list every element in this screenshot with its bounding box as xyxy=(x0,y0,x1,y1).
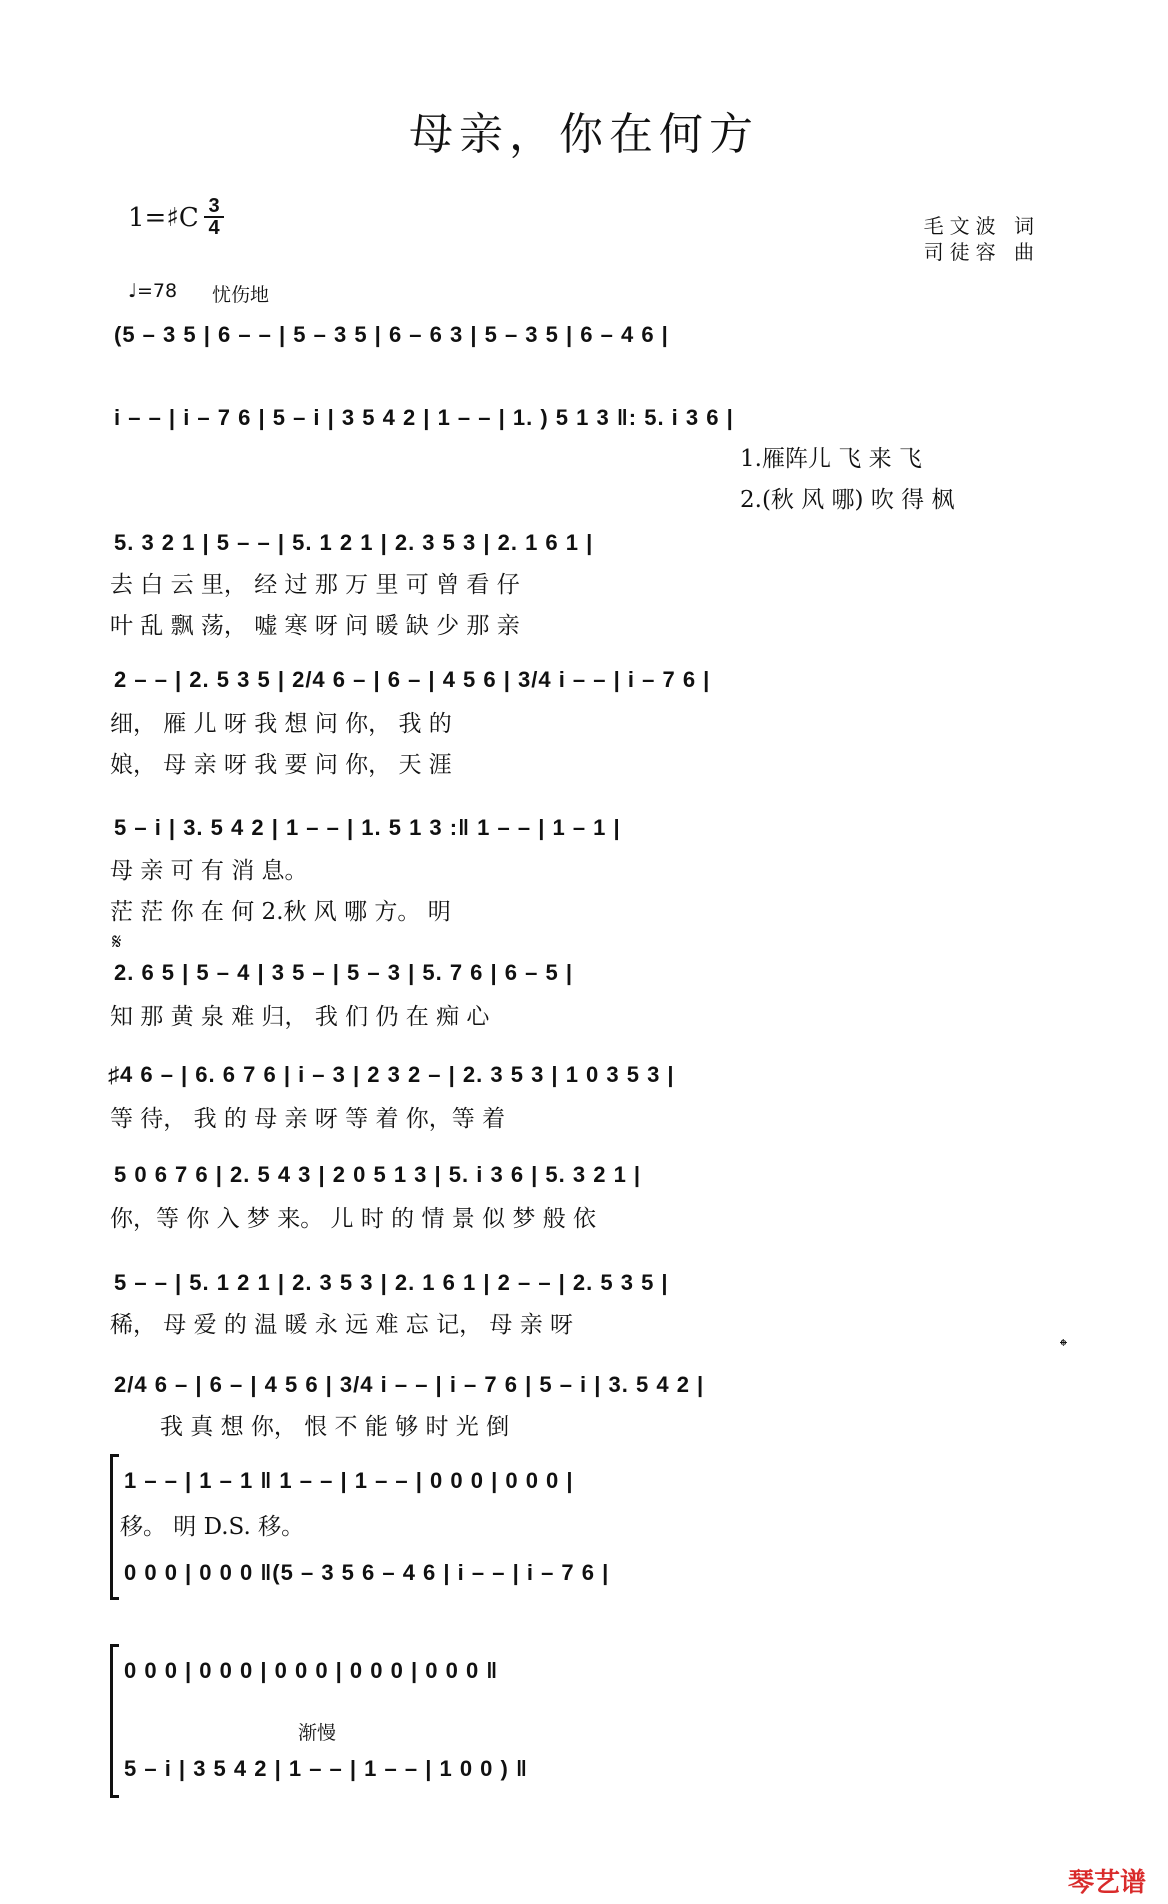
lyric-row-7: 等 待， 我 的 母 亲 呀 等 着 你，等 着 xyxy=(110,1106,506,1132)
notation-row-5: 5 – i | 3. 5 4 2 | 1 – – | 1. 5 1 3 :‖ 1 – – | 1 – 1 | xyxy=(114,815,621,840)
composer-credit: 司徒容 曲 xyxy=(923,240,1040,264)
lyric-row-6: 知 那 黄 泉 难 归， 我 们 仍 在 痴 心 xyxy=(110,1004,490,1030)
page-title: 母亲，你在何方 xyxy=(409,109,759,160)
lyricist-credit: 毛文波 词 xyxy=(923,214,1040,238)
lyric-row-3-verse-2: 叶 乱 飘 荡， 嘘 寒 呀 问 暖 缺 少 那 亲 xyxy=(110,613,520,639)
coda-sign: 𝄌 xyxy=(1060,1334,1067,1358)
segno-sign: 𝄋 xyxy=(112,930,122,955)
notation-row-4: 2 – – | 2. 5 3 5 | 2/4 6 – | 6 – | 4 5 6 | 3/4 i – – | i – 7 6 | xyxy=(114,667,711,692)
lyric-row-10: 我 真 想 你， 恨 不 能 够 时 光 倒 xyxy=(160,1414,510,1440)
system-2-upper-staff: 0 0 0 | 0 0 0 | 0 0 0 | 0 0 0 | 0 0 0 ‖ xyxy=(124,1658,499,1683)
time-signature-numerator: 3 xyxy=(208,195,220,217)
lyric-row-2-verse-2: 2.(秋 风 哪) 吹 得 枫 xyxy=(740,487,955,513)
notation-row-6: 2. 6 5 | 5 – 4 | 3 5 – | 5 – 3 | 5. 7 6 | 6 – 5 | xyxy=(114,960,573,985)
notation-row-3: 5. 3 2 1 | 5 – – | 5. 1 2 1 | 2. 3 5 3 | 2. 1 6 1 | xyxy=(114,530,594,555)
time-signature-denominator: 4 xyxy=(208,217,220,239)
notation-row-1: (5 – 3 5 | 6 – – | 5 – 3 5 | 6 – 6 3 | 5 – 3 5 | 6 – 4 6 | xyxy=(114,322,669,347)
lyric-row-3-verse-1: 去 白 云 里， 经 过 那 万 里 可 曾 看 仔 xyxy=(110,572,520,598)
key-signature: 1=♯C xyxy=(128,203,199,233)
notation-row-10: 2/4 6 – | 6 – | 4 5 6 | 3/4 i – – | i – 7 6 | 5 – i | 3. 5 4 2 | xyxy=(114,1372,705,1397)
system-1-upper-staff: 1 – – | 1 – 1 ‖ 1 – – | 1 – – | 0 0 0 | 0 0 0 | xyxy=(124,1468,574,1493)
expression-marking: 忧伤地 xyxy=(212,284,270,306)
system-1-lyric: 移。 明 D.S. 移。 xyxy=(120,1514,305,1540)
system-2-lower-staff: 5 – i | 3 5 4 2 | 1 – – | 1 – – | 1 0 0 ) ‖ xyxy=(124,1756,528,1781)
system-bracket-1 xyxy=(110,1454,119,1600)
lyric-row-8: 你，等 你 入 梦 来。 儿 时 的 情 景 似 梦 般 依 xyxy=(110,1206,597,1232)
tempo-marking: ♩=78 xyxy=(128,280,178,302)
lyric-row-5-verse-1: 母 亲 可 有 消 息。 xyxy=(110,858,308,884)
watermark-logo: 琴艺谱 xyxy=(1067,1868,1146,1898)
notation-row-2: i – – | i – 7 6 | 5 – i | 3 5 4 2 | 1 – – | 1. ) 5 1 3 ‖: 5. i 3 6 | xyxy=(114,405,734,430)
lyric-row-4-verse-2: 娘， 母 亲 呀 我 要 问 你， 天 涯 xyxy=(110,752,452,778)
lyric-row-2-verse-1: 1.雁阵儿 飞 来 飞 xyxy=(740,446,922,472)
lyric-row-9: 稀， 母 爱 的 温 暖 永 远 难 忘 记， 母 亲 呀 xyxy=(110,1312,574,1338)
lyric-row-4-verse-1: 细， 雁 儿 呀 我 想 问 你， 我 的 xyxy=(110,711,452,737)
lyric-row-5-verse-2: 茫 茫 你 在 何 2.秋 风 哪 方。 明 xyxy=(110,899,451,925)
notation-row-8: 5 0 6 7 6 | 2. 5 4 3 | 2 0 5 1 3 | 5. i 3 6 | 5. 3 2 1 | xyxy=(114,1162,642,1187)
system-1-lower-staff: 0 0 0 | 0 0 0 ‖(5 – 3 5 6 – 4 6 | i – – | i – 7 6 | xyxy=(124,1560,610,1585)
time-signature xyxy=(204,197,224,237)
notation-row-7: ♯4 6 – | 6. 6 7 6 | i – 3 | 2 3 2 – | 2. 3 5 3 | 1 0 3 5 3 | xyxy=(108,1062,675,1087)
system-bracket-2 xyxy=(110,1644,119,1798)
notation-row-9: 5 – – | 5. 1 2 1 | 2. 3 5 3 | 2. 1 6 1 | 2 – – | 2. 5 3 5 | xyxy=(114,1270,669,1295)
ritardando-marking: 渐慢 xyxy=(298,1722,337,1744)
